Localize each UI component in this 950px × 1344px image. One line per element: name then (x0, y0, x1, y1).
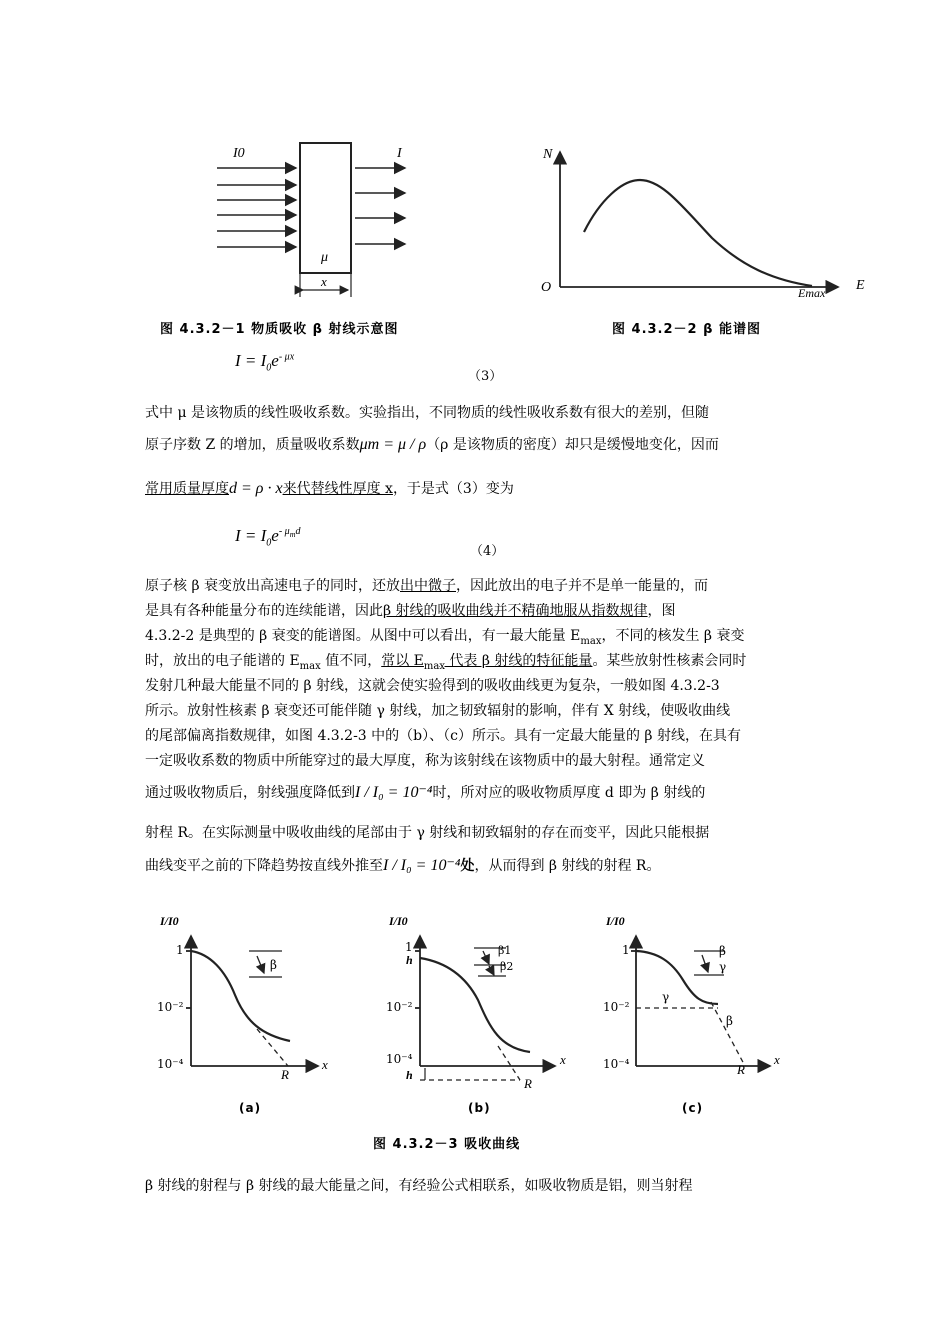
p2-line10: 射程 R。在实际测量中吸收曲线的尾部由于 γ 射线和韧致辐射的存在而变平，因此只能根据 (145, 825, 710, 841)
panel-c-y2: 10⁻² (603, 1000, 630, 1014)
panel-c-y3: 10⁻⁴ (603, 1057, 630, 1071)
p1-line3: 常用质量厚度d = ρ · x来代替线性厚度 x，于是式（3）变为 (145, 480, 514, 497)
panel-a-plot (186, 936, 318, 1066)
figure-absorption-diagram (217, 143, 405, 297)
p2-line5: 发射几种最大能量不同的 β 射线，这就会使实验得到的吸收曲线更为复杂，一般如图 4.3.2-3 (145, 678, 720, 694)
panel-a-ylabel: I/I0 (160, 914, 179, 928)
panel-a-y1: 1 (176, 943, 184, 957)
p2-line4: 时，放出的电子能谱的 $E_{max}$ 值不同，常以 $E_{max}$ 代表 β 射线的特征能量。某些放射性核素会同时 (145, 653, 747, 672)
panel-b-xlabel: x (560, 1052, 566, 1067)
p2-line3: 4.3.2-2 是典型的 β 衰变的能谱图。从图中可以看出，有一最大能量 $E_{max}$，不同的核发生 β 衰变 (145, 628, 745, 647)
panel-c-y1: 1 (622, 943, 630, 957)
p2-line1: 原子核 β 衰变放出高速电子的同时，还放出中微子，因此放出的电子并不是单一能量的，而 (145, 578, 708, 594)
equation-3-number: （3） (468, 369, 503, 384)
panel-b-beta1: β1 (498, 944, 512, 957)
panel-a-xlabel: x (322, 1057, 328, 1072)
fig1-label-i0: I0 (233, 146, 245, 161)
p2-line7: 的尾部偏离指数规律，如图 4.3.2-3 中的（b）、（c）所示。具有一定最大能量的 β 射线，在具有 (145, 728, 741, 744)
fig2-caption: 图 4.3.2－2 β 能谱图 (612, 322, 761, 337)
p2-line2: 是具有各种能量分布的连续能谱，因此β 射线的吸收曲线并不精确地服从指数规律，图 (145, 603, 676, 619)
panel-b-y1: 1 (405, 940, 413, 954)
fig1-label-mu: μ (321, 250, 329, 265)
fig2-axis-y: N (543, 147, 553, 162)
panel-c-gamma-legend: γ (719, 960, 727, 974)
panel-a-y2: 10⁻² (157, 1000, 184, 1014)
p2-line11: 曲线变平之前的下降趋势按直线外推至I / I₀ = 10⁻⁴处，从而得到 β 射线的射程 R。 (145, 857, 661, 874)
fig2-axis-x: E (856, 278, 865, 293)
p3-line1: β 射线的射程与 β 射线的最大能量之间，有经验公式相联系，如吸收物质是铝，则当射程 (145, 1178, 693, 1194)
panel-c-ylabel: I/I0 (606, 914, 625, 928)
panel-c-gamma-curve: γ (662, 990, 670, 1004)
panel-a-label: (a) (239, 1101, 262, 1115)
p2-line9: 通过吸收物质后，射线强度降低到I / I₀ = 10⁻⁴时，所对应的吸收物质厚度 d 即为 β 射线的 (145, 784, 706, 801)
panel-a-r: R (281, 1067, 289, 1082)
panel-a-beta: β (270, 958, 277, 972)
panel-b-beta2: β2 (500, 960, 514, 973)
panel-b-curve (420, 958, 530, 1052)
panel-c-label: (c) (682, 1101, 704, 1115)
panel-b-r: R (524, 1076, 532, 1091)
figure-beta-spectrum (560, 152, 838, 287)
transmitted-arrows (355, 168, 405, 244)
panel-b-label: (b) (468, 1101, 491, 1115)
panel-c-plot (631, 936, 770, 1066)
equation-4: $I = I_0e^{- \mu_md}$ (235, 526, 301, 549)
panel-b-ylabel: I/I0 (389, 914, 408, 928)
panel-b-plot (415, 936, 555, 1080)
fig2-emax: Emax (798, 286, 826, 300)
equation-4-number: （4） (470, 544, 505, 559)
panel-b-h-top: h (406, 953, 413, 967)
spectrum-curve (584, 180, 812, 286)
panel-c-xlabel: x (774, 1052, 780, 1067)
fig1-label-x: x (321, 274, 327, 289)
incident-arrows (217, 168, 296, 247)
panel-c-r: R (737, 1062, 745, 1077)
fig1-caption: 图 4.3.2－1 物质吸收 β 射线示意图 (160, 322, 399, 337)
panel-c-beta-legend: β (719, 944, 726, 958)
p1-line1: 式中 μ 是该物质的线性吸收系数。实验指出，不同物质的线性吸收系数有很大的差别，但随 (145, 405, 709, 421)
panel-c-beta-curve: β (726, 1014, 733, 1028)
panel-b-h-bottom: h (406, 1068, 413, 1082)
fig3-caption: 图 4.3.2－3 吸收曲线 (373, 1137, 521, 1152)
equation-3: $I = I_0e^{- \mu x}$ (235, 351, 295, 374)
panel-a-y3: 10⁻⁴ (157, 1057, 184, 1071)
panel-c-curve (636, 951, 718, 1004)
p1-line2: 原子序数 Z 的增加，质量吸收系数μm = μ / ρ（ρ 是该物质的密度）却只是缓慢地变化，因而 (145, 436, 719, 453)
fig2-origin: O (541, 280, 552, 295)
panel-b-y2: 10⁻² (386, 1000, 413, 1014)
fig1-label-i: I (397, 146, 402, 161)
p2-line8: 一定吸收系数的物质中所能穿过的最大厚度，称为该射线在该物质中的最大射程。通常定义 (145, 753, 705, 769)
p2-line6: 所示。放射性核素 β 衰变还可能伴随 γ 射线，加之韧致辐射的影响，伴有 X 射线，使吸收曲线 (145, 703, 731, 719)
panel-b-y3: 10⁻⁴ (386, 1052, 413, 1066)
